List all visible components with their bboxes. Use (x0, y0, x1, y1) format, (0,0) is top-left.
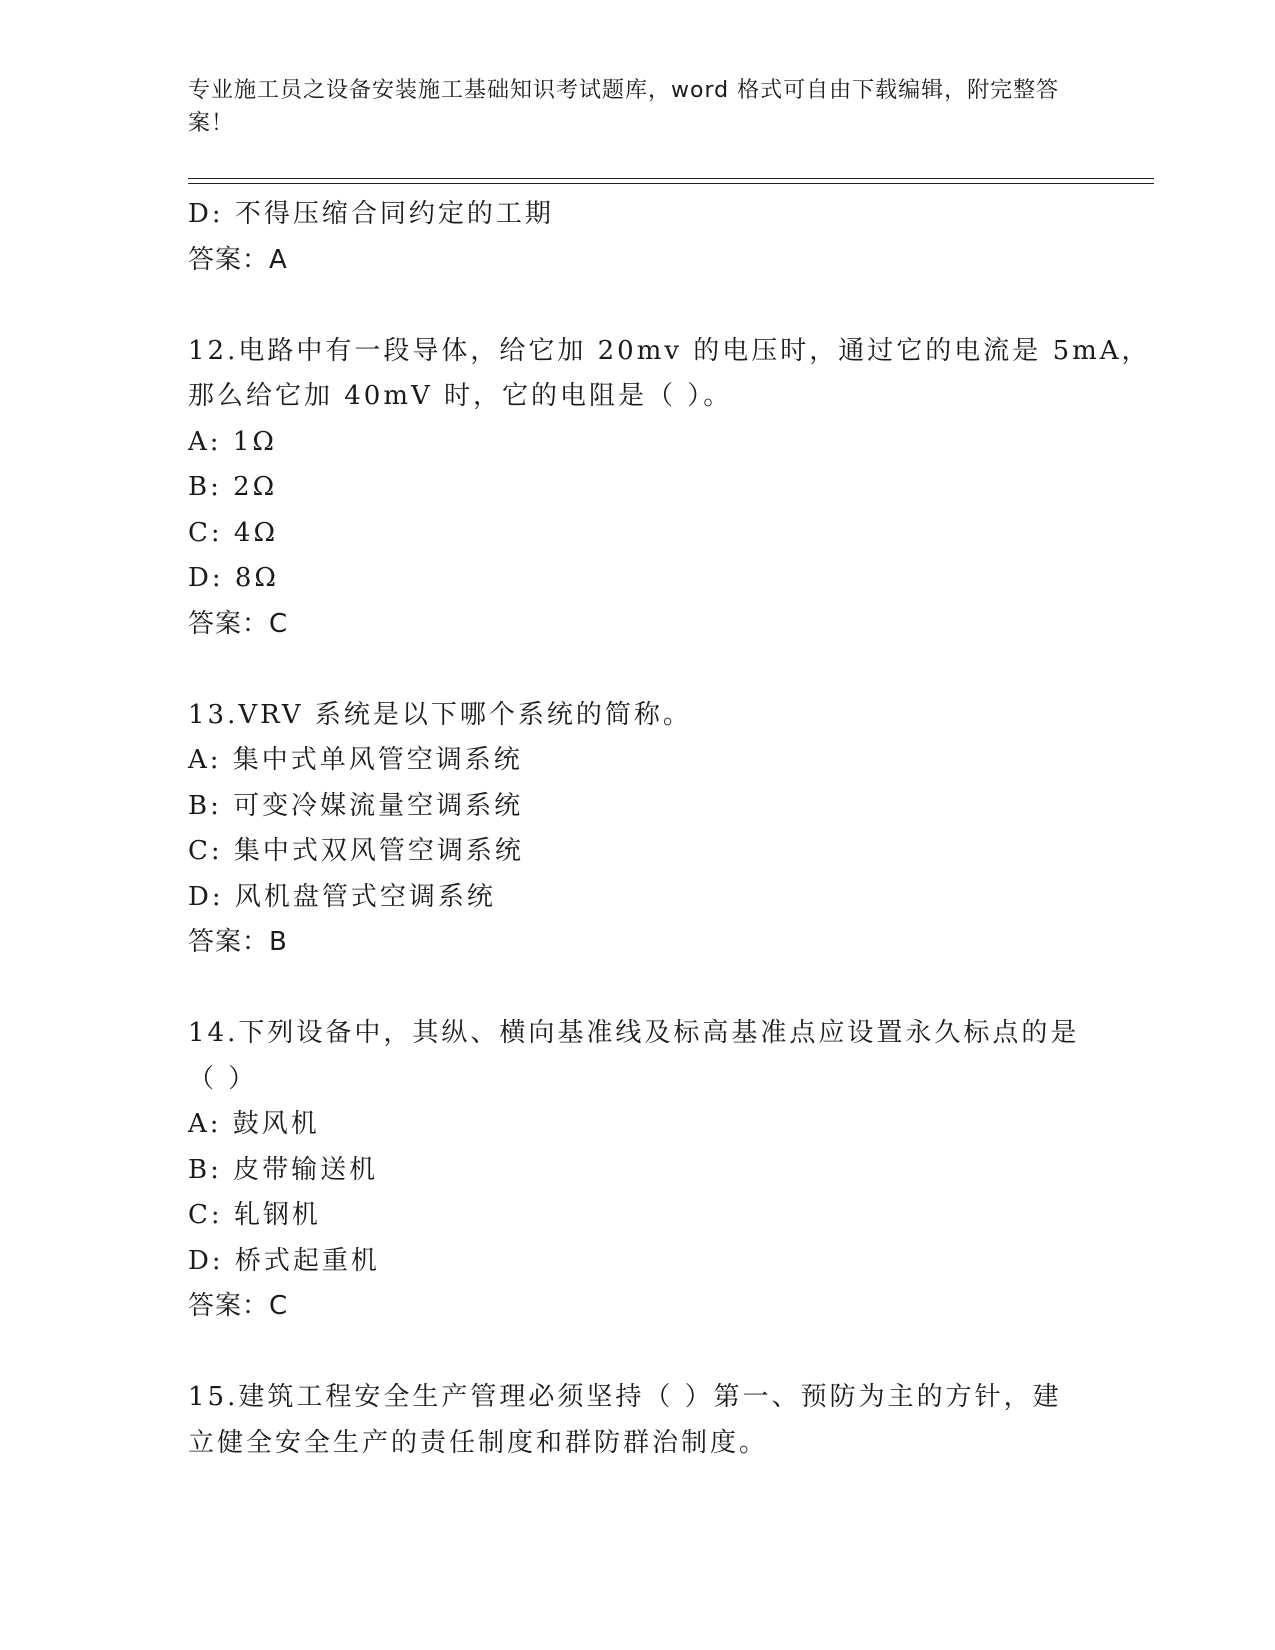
question-stem-continued: 那么给它加 40mV 时，它的电阻是（ ）。 (188, 381, 733, 411)
question-stem: 13.VRV 系统是以下哪个系统的简称。 (188, 699, 692, 730)
question-12 (188, 329, 1151, 648)
question-stem: 12.电路中有一段导体，给它加 20mv 的电压时，通过它的电流是 5mA， (188, 335, 1151, 366)
option-b: B: 皮带输送机 (188, 1154, 379, 1185)
option-c: C: 轧钢机 (188, 1200, 321, 1230)
question-stem: 15.建筑工程安全生产管理必须坚持（ ）第一、预防为主的方针，建 (188, 1382, 1062, 1412)
header-divider-top (188, 178, 1154, 179)
option-a: A: 鼓风机 (188, 1109, 320, 1139)
spacer (188, 283, 1078, 329)
document-body (188, 192, 1151, 1466)
header-divider-bottom (188, 183, 1154, 184)
option-b: B: 可变冷媒流量空调系统 (188, 790, 524, 821)
spacer (188, 1330, 1078, 1376)
option-d: D: 桥式起重机 (188, 1245, 380, 1276)
question-stem-continued: （ ） (188, 1063, 258, 1094)
answer-line: 答案：B (188, 927, 288, 957)
question-13 (188, 693, 1078, 966)
answer-line: 答案：A (188, 244, 288, 275)
option-d: D: 8Ω (188, 563, 279, 593)
question-11-tail (188, 192, 1078, 283)
spacer (188, 647, 1078, 693)
option-d: D: 不得压缩合同约定的工期 (188, 199, 554, 229)
answer-line: 答案：C (188, 608, 289, 639)
option-a: A: 1Ω (188, 426, 277, 457)
answer-line: 答案：C (188, 1291, 289, 1321)
question-stem-continued: 立健全安全生产的责任制度和群防群治制度。 (188, 1427, 769, 1458)
option-c: C: 集中式双风管空调系统 (188, 836, 524, 866)
option-d: D: 风机盘管式空调系统 (188, 881, 496, 912)
question-14 (188, 1011, 1078, 1330)
question-15 (188, 1375, 1078, 1466)
option-b: B: 2Ω (188, 472, 278, 502)
option-c: C: 4Ω (188, 517, 279, 548)
document-header-note: 专业施工员之设备安装施工基础知识考试题库，word 格式可自由下载编辑，附完整答案！ (188, 78, 1060, 136)
question-stem: 14.下列设备中，其纵、横向基准线及标高基准点应设置永久标点的是 (188, 1018, 1080, 1048)
spacer (188, 966, 1078, 1012)
option-a: A: 集中式单风管空调系统 (188, 745, 523, 775)
